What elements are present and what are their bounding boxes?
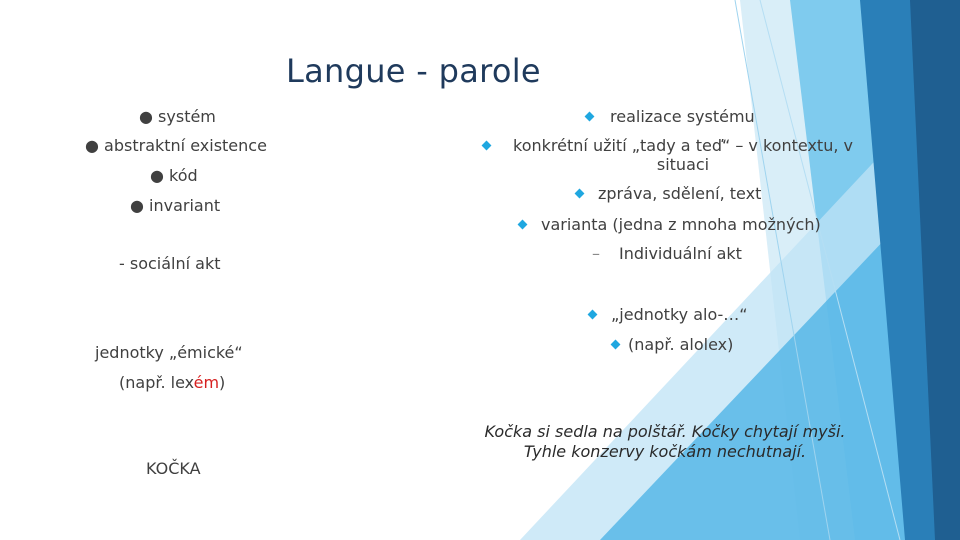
- right-units-alo: „jednotky alo-…“: [611, 305, 748, 324]
- left-item-system: ● systém: [139, 107, 216, 126]
- left-example-lexem: [119, 373, 225, 392]
- right-item-message: zpráva, sdělení, text: [598, 184, 762, 203]
- right-example-sentences: [470, 422, 860, 462]
- left-social-act: - sociální akt: [119, 254, 221, 273]
- left-item-code: ● kód: [150, 166, 198, 185]
- example-sentence-2: Tyhle konzervy kočkám nechutnají.: [523, 442, 807, 461]
- left-item-abstract-existence: ● abstraktní existence: [85, 136, 267, 155]
- left-item-invariant: ● invariant: [130, 196, 221, 215]
- left-word-kocka: KOČKA: [146, 459, 201, 478]
- right-units-example: (např. alolex): [628, 335, 734, 354]
- slide-title: Langue - parole: [286, 52, 541, 90]
- example-sentence-1: Kočka si sedla na polštář. Kočky chytají myši.: [484, 422, 846, 441]
- example-suffix: ): [219, 373, 226, 392]
- example-highlight: ém: [193, 373, 220, 392]
- right-item-realization: realizace systému: [610, 107, 755, 126]
- right-individual-act: Individuální akt: [619, 244, 742, 263]
- example-prefix: (např. lex: [119, 373, 194, 392]
- right-item-concrete-use: konkrétní užití „tady a teď“ – v kontextu, v situaci: [513, 136, 853, 174]
- left-units-emic: jednotky „émické“: [95, 343, 243, 362]
- right-item-variant: varianta (jedna z mnoha možných): [541, 215, 821, 234]
- individual-act-dash: –: [592, 244, 600, 263]
